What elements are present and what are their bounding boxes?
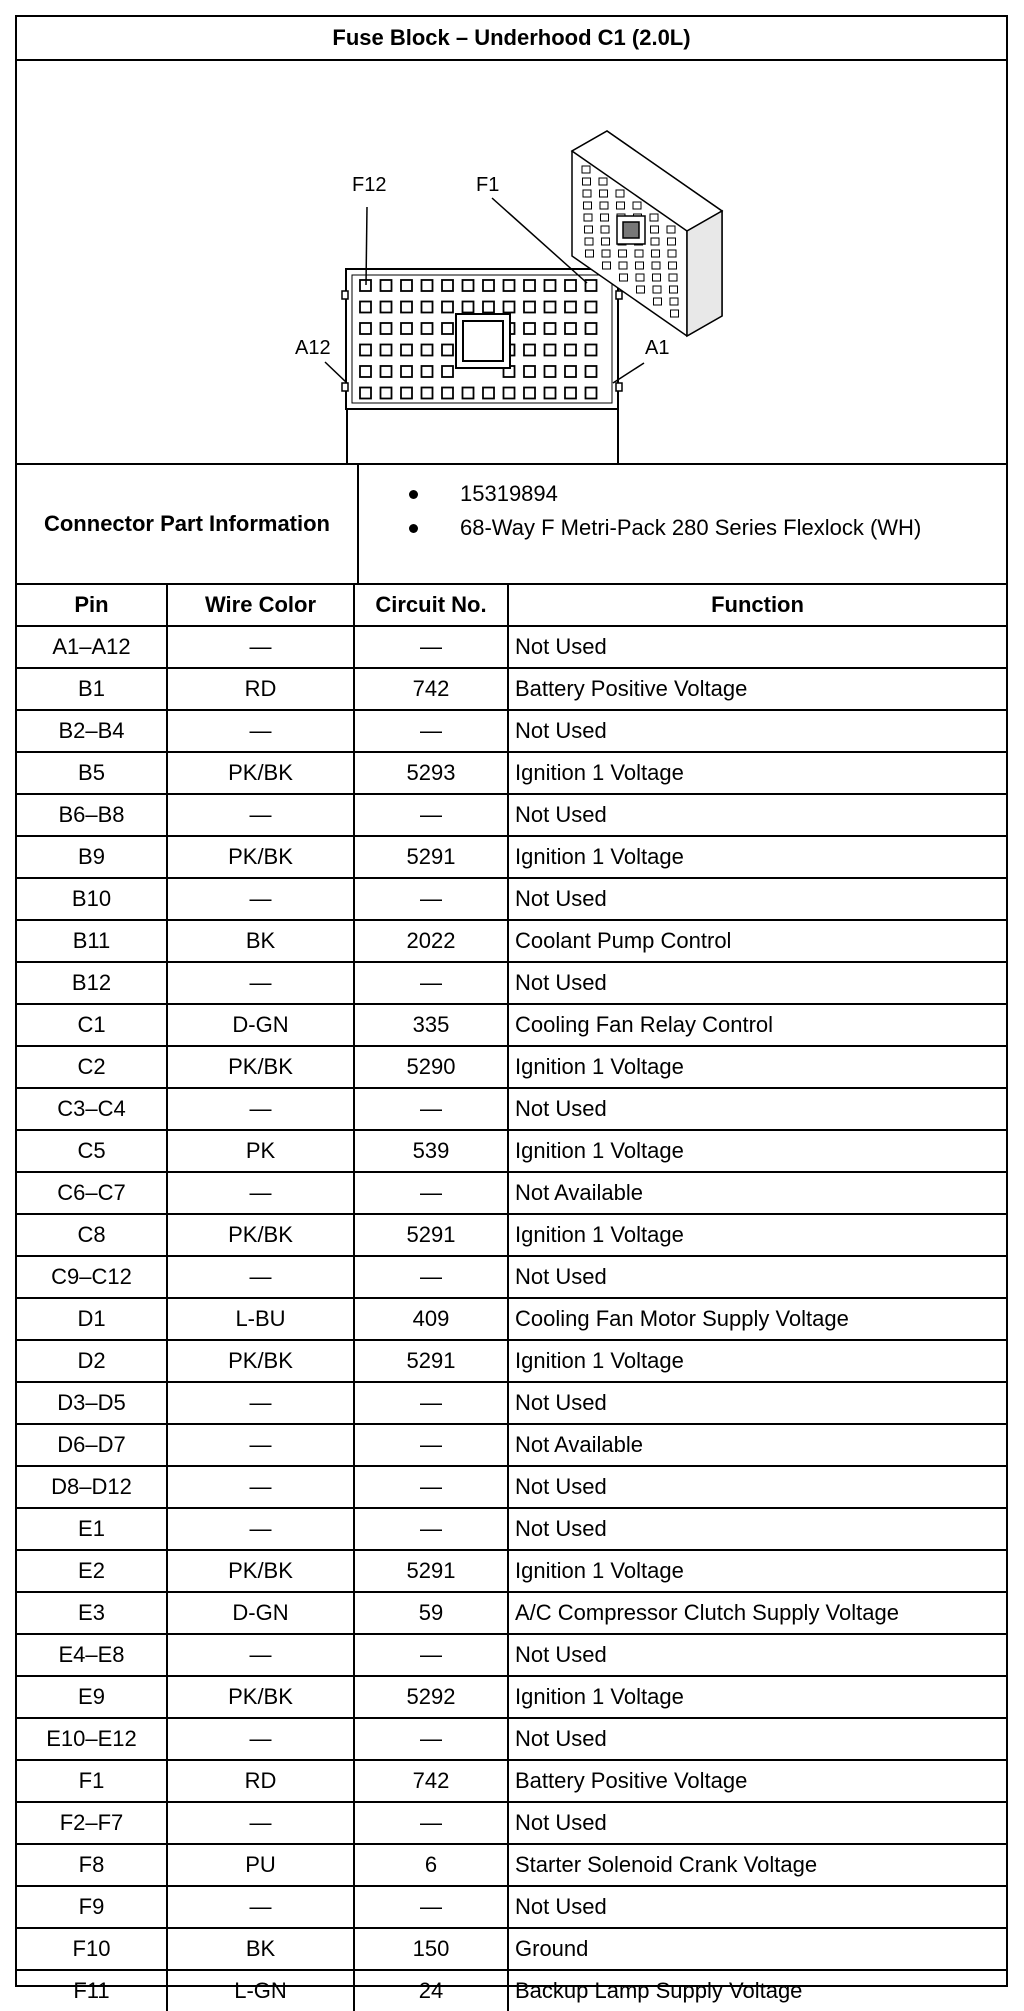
table-row <box>17 1256 1006 1298</box>
table-row <box>17 1550 1006 1592</box>
label-a1: A1 <box>645 337 670 359</box>
pin-cavity <box>565 388 576 399</box>
function-cell: Not Used <box>508 710 1006 752</box>
wire-color-cell: PK <box>167 1130 354 1172</box>
wire-color-cell: PK/BK <box>167 752 354 794</box>
circuit-no-cell: — <box>354 1172 508 1214</box>
pin-cavity <box>442 323 453 334</box>
wire-color-cell: PK/BK <box>167 1046 354 1088</box>
function-cell: Not Used <box>508 794 1006 836</box>
pin-cavity <box>545 323 556 334</box>
wire-color-cell: PK/BK <box>167 1550 354 1592</box>
table-row <box>17 878 1006 920</box>
wire-color-cell: — <box>167 1172 354 1214</box>
function-cell: Not Used <box>508 1508 1006 1550</box>
pin-cavity <box>422 280 433 291</box>
circuit-no-cell: 5291 <box>354 836 508 878</box>
wire-color-cell: — <box>167 626 354 668</box>
pin-cavity <box>545 280 556 291</box>
pin-cell: C2 <box>17 1046 167 1088</box>
function-cell: Not Used <box>508 1634 1006 1676</box>
pin-cavity <box>381 366 392 377</box>
label-f12: F12 <box>352 174 387 196</box>
wire-color-cell: L-BU <box>167 1298 354 1340</box>
connector-part-info <box>17 465 1006 585</box>
pin-cavity <box>401 345 412 356</box>
function-cell: Not Used <box>508 626 1006 668</box>
page-title: Fuse Block – Underhood C1 (2.0L) <box>17 17 1006 61</box>
connector-info-label: Connector Part Information <box>17 465 359 583</box>
pin-cavity <box>586 302 597 313</box>
table-row <box>17 1424 1006 1466</box>
function-cell: Not Used <box>508 1802 1006 1844</box>
function-cell: Ignition 1 Voltage <box>508 1340 1006 1382</box>
pin-cavity <box>422 388 433 399</box>
function-cell: Not Used <box>508 962 1006 1004</box>
circuit-no-cell: — <box>354 626 508 668</box>
circuit-no-cell: 409 <box>354 1298 508 1340</box>
table-row <box>17 1592 1006 1634</box>
pin-cavity <box>524 345 535 356</box>
pin-cell: D2 <box>17 1340 167 1382</box>
function-cell: A/C Compressor Clutch Supply Voltage <box>508 1592 1006 1634</box>
connector-drawing <box>17 61 1006 463</box>
table-row <box>17 1718 1006 1760</box>
pin-cell: B1 <box>17 668 167 710</box>
circuit-no-cell: 742 <box>354 1760 508 1802</box>
header-pin: Pin <box>17 585 167 626</box>
pin-cavity <box>565 302 576 313</box>
pin-cell: B2–B4 <box>17 710 167 752</box>
pin-cavity <box>586 323 597 334</box>
pin-cavity <box>565 280 576 291</box>
function-cell: Not Used <box>508 1718 1006 1760</box>
circuit-no-cell: 6 <box>354 1844 508 1886</box>
circuit-no-cell: 2022 <box>354 920 508 962</box>
pin-cavity <box>422 323 433 334</box>
pin-cell: B9 <box>17 836 167 878</box>
label-a12: A12 <box>295 337 331 359</box>
wire-color-cell: D-GN <box>167 1004 354 1046</box>
pin-cell: C6–C7 <box>17 1172 167 1214</box>
circuit-no-cell: — <box>354 794 508 836</box>
connector-info-item <box>409 477 1006 511</box>
table-row <box>17 1508 1006 1550</box>
circuit-no-cell: 150 <box>354 1928 508 1970</box>
pin-cavity <box>360 388 371 399</box>
wire-color-cell: — <box>167 1256 354 1298</box>
function-cell: Ignition 1 Voltage <box>508 752 1006 794</box>
pin-cavity <box>381 302 392 313</box>
function-cell: Not Available <box>508 1172 1006 1214</box>
pin-cell: B6–B8 <box>17 794 167 836</box>
table-row <box>17 1844 1006 1886</box>
pin-cavity <box>381 280 392 291</box>
circuit-no-cell: 5291 <box>354 1340 508 1382</box>
pin-cell: C8 <box>17 1214 167 1256</box>
circuit-no-cell: 24 <box>354 1970 508 2011</box>
pin-cell: B11 <box>17 920 167 962</box>
pin-cavity <box>463 280 474 291</box>
function-cell: Ground <box>508 1928 1006 1970</box>
header-function: Function <box>508 585 1006 626</box>
function-cell: Cooling Fan Relay Control <box>508 1004 1006 1046</box>
pin-cell: C5 <box>17 1130 167 1172</box>
pin-cavity <box>586 345 597 356</box>
function-cell: Not Available <box>508 1424 1006 1466</box>
wire-color-cell: PK/BK <box>167 836 354 878</box>
pin-cavity <box>524 323 535 334</box>
pin-cell: C9–C12 <box>17 1256 167 1298</box>
circuit-no-cell: — <box>354 1466 508 1508</box>
circuit-no-cell: 5292 <box>354 1676 508 1718</box>
pin-cell: F10 <box>17 1928 167 1970</box>
pin-cavity <box>381 323 392 334</box>
wire-color-cell: — <box>167 794 354 836</box>
pin-cavity <box>463 302 474 313</box>
pin-cell: F11 <box>17 1970 167 2011</box>
table-header-row <box>17 585 1006 626</box>
pin-cell: E10–E12 <box>17 1718 167 1760</box>
table-row <box>17 1760 1006 1802</box>
pin-cavity <box>565 323 576 334</box>
circuit-no-cell: — <box>354 1424 508 1466</box>
function-cell: Not Used <box>508 1256 1006 1298</box>
circuit-no-cell: 335 <box>354 1004 508 1046</box>
pin-cavity <box>442 280 453 291</box>
pin-cavity <box>586 388 597 399</box>
pin-cell: E2 <box>17 1550 167 1592</box>
pin-cavity <box>565 345 576 356</box>
pin-cavity <box>483 302 494 313</box>
function-cell: Ignition 1 Voltage <box>508 1676 1006 1718</box>
wire-color-cell: BK <box>167 920 354 962</box>
circuit-no-cell: — <box>354 1088 508 1130</box>
function-cell: Ignition 1 Voltage <box>508 1046 1006 1088</box>
table-row <box>17 794 1006 836</box>
wire-color-cell: RD <box>167 668 354 710</box>
pin-cavity <box>586 366 597 377</box>
table-row <box>17 1970 1006 2011</box>
circuit-no-cell: 5290 <box>354 1046 508 1088</box>
circuit-no-cell: — <box>354 1382 508 1424</box>
pin-cavity <box>381 345 392 356</box>
pin-cavity <box>565 366 576 377</box>
wire-color-cell: L-GN <box>167 1970 354 2011</box>
function-cell: Not Used <box>508 878 1006 920</box>
pin-cavity <box>401 302 412 313</box>
function-cell: Backup Lamp Supply Voltage <box>508 1970 1006 2011</box>
function-cell: Not Used <box>508 1088 1006 1130</box>
pin-cavity <box>360 366 371 377</box>
label-f1: F1 <box>476 174 500 196</box>
pin-cell: E4–E8 <box>17 1634 167 1676</box>
circuit-no-cell: 5291 <box>354 1550 508 1592</box>
center-latch <box>456 314 510 368</box>
bullet-icon <box>409 490 418 499</box>
pin-cell: F9 <box>17 1886 167 1928</box>
wire-color-cell: — <box>167 1718 354 1760</box>
pin-cavity <box>483 388 494 399</box>
wire-color-cell: RD <box>167 1760 354 1802</box>
table-row <box>17 1046 1006 1088</box>
table-row <box>17 1382 1006 1424</box>
function-cell: Ignition 1 Voltage <box>508 1214 1006 1256</box>
table-row <box>17 752 1006 794</box>
pinout-table <box>17 585 1006 2011</box>
wire-color-cell: — <box>167 878 354 920</box>
pin-cavity <box>401 280 412 291</box>
table-row <box>17 836 1006 878</box>
pin-cavity <box>504 302 515 313</box>
pin-cavity <box>524 366 535 377</box>
pin-cell: D3–D5 <box>17 1382 167 1424</box>
wire-color-cell: PU <box>167 1844 354 1886</box>
table-row <box>17 668 1006 710</box>
pin-cell: F1 <box>17 1760 167 1802</box>
circuit-no-cell: — <box>354 1718 508 1760</box>
table-row <box>17 1088 1006 1130</box>
pin-cavity <box>422 345 433 356</box>
pin-cell: B5 <box>17 752 167 794</box>
wire-color-cell: — <box>167 1508 354 1550</box>
connector-diagram <box>17 61 1006 465</box>
pin-cavity <box>401 323 412 334</box>
pin-cavity <box>545 345 556 356</box>
circuit-no-cell: 59 <box>354 1592 508 1634</box>
pin-cavity <box>524 302 535 313</box>
pin-cavity <box>381 388 392 399</box>
pin-cell: D1 <box>17 1298 167 1340</box>
pin-cavity <box>463 388 474 399</box>
pin-cavity <box>545 366 556 377</box>
table-row <box>17 1298 1006 1340</box>
wire-color-cell: — <box>167 1382 354 1424</box>
pin-cell: E9 <box>17 1676 167 1718</box>
wire-color-cell: — <box>167 1466 354 1508</box>
circuit-no-cell: — <box>354 878 508 920</box>
wire-color-cell: D-GN <box>167 1592 354 1634</box>
function-cell: Battery Positive Voltage <box>508 1760 1006 1802</box>
pin-cell: C1 <box>17 1004 167 1046</box>
wire-color-cell: — <box>167 1802 354 1844</box>
function-cell: Starter Solenoid Crank Voltage <box>508 1844 1006 1886</box>
document <box>15 15 1008 2003</box>
pin-cell: A1–A12 <box>17 626 167 668</box>
table-row <box>17 920 1006 962</box>
function-cell: Ignition 1 Voltage <box>508 1550 1006 1592</box>
pin-cavity <box>401 388 412 399</box>
function-cell: Battery Positive Voltage <box>508 668 1006 710</box>
pin-cavity <box>401 366 412 377</box>
wire-color-cell: PK/BK <box>167 1340 354 1382</box>
function-cell: Ignition 1 Voltage <box>508 836 1006 878</box>
table-row <box>17 1928 1006 1970</box>
function-cell: Cooling Fan Motor Supply Voltage <box>508 1298 1006 1340</box>
table-row <box>17 626 1006 668</box>
pin-cell: F2–F7 <box>17 1802 167 1844</box>
pin-cavity <box>360 323 371 334</box>
pin-cell: C3–C4 <box>17 1088 167 1130</box>
pin-cell: E1 <box>17 1508 167 1550</box>
circuit-no-cell: — <box>354 1508 508 1550</box>
wire-color-cell: BK <box>167 1928 354 1970</box>
table-row <box>17 1340 1006 1382</box>
function-cell: Not Used <box>508 1382 1006 1424</box>
pin-cavity <box>545 302 556 313</box>
pin-cell: D8–D12 <box>17 1466 167 1508</box>
table-row <box>17 1130 1006 1172</box>
header-wire-color: Wire Color <box>167 585 354 626</box>
circuit-no-cell: — <box>354 1886 508 1928</box>
circuit-no-cell: — <box>354 1256 508 1298</box>
pin-cell: F8 <box>17 1844 167 1886</box>
wire-color-cell: PK/BK <box>167 1676 354 1718</box>
pin-cavity <box>422 366 433 377</box>
pin-cavity <box>360 345 371 356</box>
wire-color-cell: — <box>167 1088 354 1130</box>
table-row <box>17 1886 1006 1928</box>
pin-cavity <box>545 388 556 399</box>
table-row <box>17 1214 1006 1256</box>
header-circuit-no: Circuit No. <box>354 585 508 626</box>
table-row <box>17 962 1006 1004</box>
pin-cavity <box>483 280 494 291</box>
table-row <box>17 1172 1006 1214</box>
function-cell: Not Used <box>508 1886 1006 1928</box>
pin-cavity <box>360 302 371 313</box>
pin-cavity <box>504 388 515 399</box>
pin-cell: D6–D7 <box>17 1424 167 1466</box>
wire-color-cell: — <box>167 1634 354 1676</box>
connector-description: 68-Way F Metri-Pack 280 Series Flexlock (WH) <box>460 515 922 540</box>
pin-cavity <box>524 280 535 291</box>
pin-cavity <box>586 280 597 291</box>
table-row <box>17 1466 1006 1508</box>
circuit-no-cell: 742 <box>354 668 508 710</box>
table-row <box>17 1004 1006 1046</box>
pin-cavity <box>442 345 453 356</box>
connector-info-list <box>359 465 1006 583</box>
wire-color-cell: PK/BK <box>167 1214 354 1256</box>
pin-cavity <box>442 388 453 399</box>
table-row <box>17 710 1006 752</box>
pin-cavity <box>442 366 453 377</box>
circuit-no-cell: 539 <box>354 1130 508 1172</box>
pin-cell: B12 <box>17 962 167 1004</box>
function-cell: Ignition 1 Voltage <box>508 1130 1006 1172</box>
circuit-no-cell: 5293 <box>354 752 508 794</box>
function-cell: Not Used <box>508 1466 1006 1508</box>
wire-color-cell: — <box>167 1886 354 1928</box>
table-row <box>17 1634 1006 1676</box>
table-row <box>17 1802 1006 1844</box>
table-row <box>17 1676 1006 1718</box>
bullet-icon <box>409 524 418 533</box>
wire-color-cell: — <box>167 962 354 1004</box>
wire-color-cell: — <box>167 1424 354 1466</box>
circuit-no-cell: — <box>354 1802 508 1844</box>
part-number: 15319894 <box>460 481 558 506</box>
pin-cell: B10 <box>17 878 167 920</box>
circuit-no-cell: — <box>354 710 508 752</box>
connector-info-item <box>409 511 1006 545</box>
pin-cell: E3 <box>17 1592 167 1634</box>
wire-color-cell: — <box>167 710 354 752</box>
circuit-no-cell: 5291 <box>354 1214 508 1256</box>
pin-cavity <box>504 280 515 291</box>
pin-cavity <box>524 388 535 399</box>
pin-cavity <box>442 302 453 313</box>
function-cell: Coolant Pump Control <box>508 920 1006 962</box>
circuit-no-cell: — <box>354 962 508 1004</box>
circuit-no-cell: — <box>354 1634 508 1676</box>
pin-cavity <box>422 302 433 313</box>
